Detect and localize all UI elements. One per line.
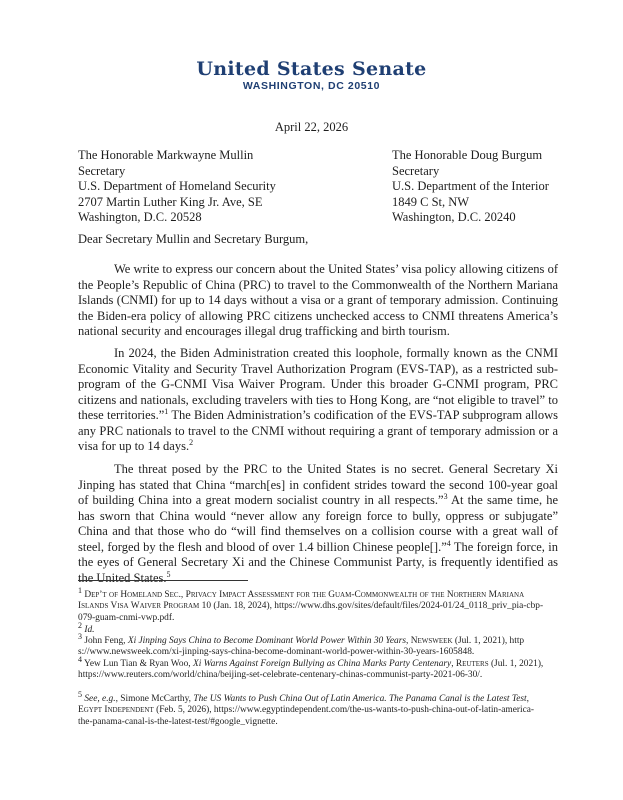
body-paragraph-1 — [78, 262, 558, 340]
paragraph-text: The threat posed by the PRC to the United States is no secret. General Secretary Xi Jinping has stated that China “march[es] in confident strides toward the second 100-year goal of building China into a great modern socialist country in all respects.” — [78, 462, 558, 507]
recipient-street: 2707 Martin Luther King Jr. Ave, SE — [78, 194, 263, 209]
footnote-number: 4 — [78, 654, 82, 664]
footnote-title: Xi Jinping Says China to Become Dominant World Power Within 30 Years — [127, 636, 407, 646]
senate-location: WASHINGTON, DC 20510 — [242, 80, 381, 92]
footnote-source: Dep’t of Homeland Sec., Privacy Impact Assessment for the Guam-Commonwealth of the Northern Mariana Islands Visa Waiver Program — [78, 590, 525, 612]
paragraph-text: In 2024, the Biden Administration created this loophole, formally known as the CNMI Economic Vitality and Security Travel Authorization Program (EVS-TAP), as a restricted sub-program of the G-CNMI Visa Waiver Program. Under this broader G-CNMI program, PRC citizens and nationals, excluding travelers with ties to Hong Kong, are “not eligible to travel” to these territories.” — [78, 346, 558, 422]
footnote-3 — [78, 631, 548, 659]
footnote-1 — [78, 585, 548, 624]
recipient-city: Washington, D.C. 20240 — [392, 210, 516, 224]
footnote-2 — [78, 620, 548, 636]
paragraph-text: At the same time, he has sworn that China would “never allow any foreign force to bully, oppress or subjugate” China and that those who do “will find themselves on a collision course with a great wall of steel, forged by the flesh and blood of over 1.4 billion Chinese people[].” — [78, 493, 558, 554]
body-paragraph-3 — [78, 462, 558, 586]
paragraph-text: We write to express our concern about the United States’ visa policy allowing citizens of the People’s Republic of China (PRC) to travel to the Commonwealth of the Northern Mariana Islands (CNMI) for up to 14 days without a visa or a grant of temporary admission. Continuing the Biden-era policy of allowing PRC citizens unchecked access to CNMI threatens America’s national security and encourages illegal drug trafficking and birth tourism. — [78, 262, 558, 338]
footnote-number: 5 — [78, 689, 82, 699]
footnote-divider — [78, 580, 248, 581]
footnote-author: Yew Lun Tian & Ryan Woo, — [84, 659, 193, 669]
footnote-4 — [78, 654, 548, 682]
recipient-name: The Honorable Markwayne Mullin — [78, 148, 254, 162]
footnote-ref: 5 — [166, 569, 171, 579]
footnote-5 — [78, 689, 548, 728]
recipient-city: Washington, D.C. 20528 — [78, 210, 202, 224]
footnote-ref: 1 — [164, 406, 169, 416]
letterhead — [0, 58, 623, 92]
recipient-address-left — [78, 148, 276, 226]
footnote-ref: 3 — [443, 491, 448, 501]
footnote-citation: (Jul. 1, 2021), http s://www.newsweek.com/xi-jinping-says-china-become-dominant-world-power-within-30-years-1605848. — [78, 636, 525, 658]
footnote-title: Xi Warns Against Foreign Bullying as China Marks Party Centenary — [192, 659, 452, 669]
recipient-department: U.S. Department of Homeland Security — [78, 179, 276, 193]
footnote-title: The US Wants to Push China Out of Latin America. The Panama Canal is the Latest Test — [193, 694, 527, 704]
recipient-name: The Honorable Doug Burgum — [392, 148, 543, 162]
footnote-author: , Simone McCarthy, — [115, 694, 194, 704]
footnote-publication: , Reuters — [451, 659, 489, 669]
footnote-ref: 4 — [446, 538, 451, 548]
body-paragraph-2 — [78, 346, 558, 455]
footnote-citation: Id. — [84, 625, 95, 635]
letter-date: April 22, 2026 — [274, 120, 349, 134]
footnote-number: 1 — [78, 585, 82, 595]
senate-title: United States Senate — [196, 58, 427, 80]
footnote-citation: (Feb. 5, 2026), https://www.egyptindependent.com/the-us-wants-to-push-china-out-of-latin-america-the-panama-canal-is-the-latest-test/#google_vignette. — [78, 705, 535, 727]
recipient-department: U.S. Department of the Interior — [392, 179, 549, 193]
recipient-title: Secretary — [392, 163, 440, 178]
footnote-citation: (Jul. 1, 2021), https://www.reuters.com/world/china/beijing-set-celebrate-centenary-chinas-communist-party-2021-06-30/. — [78, 659, 544, 681]
footnote-signal: See, e.g. — [84, 694, 116, 704]
footnote-author: John Feng, — [84, 636, 128, 646]
recipient-address-right — [392, 148, 549, 226]
paragraph-text: The foreign force, in the eyes of General Secretary Xi and the Chinese Communist Party, is frequently identified as the United States. — [78, 539, 559, 585]
footnote-publication: , Egypt Independent — [78, 694, 529, 716]
footnote-ref: 2 — [189, 437, 194, 447]
footnote-citation: 10 (Jan. 18, 2024), https://www.dhs.gov/sites/default/files/2024-01/24_0118_priv_pia-cbp-079-guam-cnmi-vwp.pdf. — [78, 601, 544, 623]
footnote-number: 3 — [78, 631, 82, 641]
recipient-title: Secretary — [78, 163, 126, 178]
recipient-street: 1849 C St, NW — [392, 194, 470, 209]
paragraph-text: The Biden Administration’s codification of the EVS-TAP subprogram allows any PRC nationals to travel to the CNMI without requiring a grant of temporary admission or a visa for up to 14 days. — [78, 408, 558, 453]
footnote-number: 2 — [78, 620, 82, 630]
footnote-publication: , Newsweek — [406, 636, 453, 646]
salutation: Dear Secretary Mullin and Secretary Burgum, — [78, 232, 309, 246]
